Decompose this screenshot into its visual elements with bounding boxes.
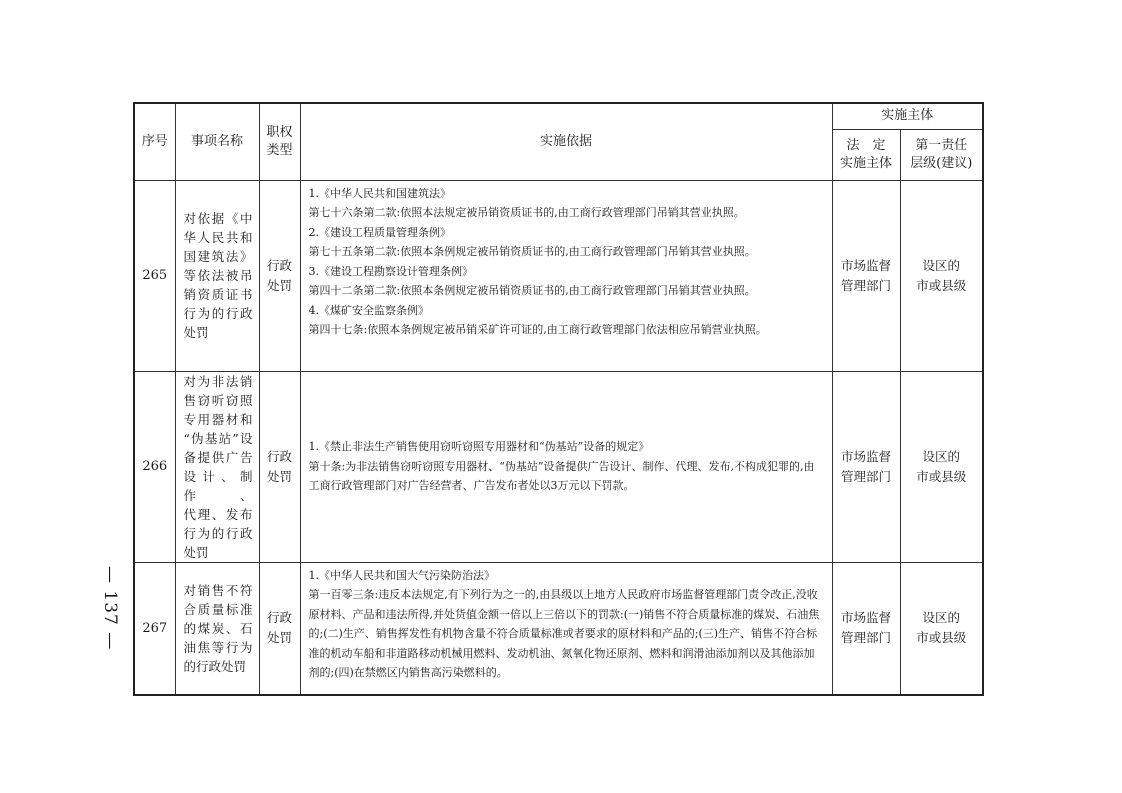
row-item-name (175, 371, 259, 562)
header-seq: 序号 (134, 103, 175, 180)
row-first-level (900, 371, 983, 562)
name-line: 专用器材和 (183, 411, 253, 427)
table-row (134, 371, 983, 562)
name-line: 设计、制作、 (183, 468, 253, 503)
type-line: 处罚 (266, 468, 292, 484)
row-authority-type (259, 180, 300, 371)
table-row (134, 562, 983, 695)
page-number: — 137 — (100, 566, 120, 651)
name-line: 合质量标准 (183, 601, 253, 617)
basis-line: 1.《中华人民共和国大气污染防治法》 (308, 568, 495, 582)
basis-line: 2.《建设工程质量管理条例》 (308, 225, 451, 239)
name-line: 处罚 (183, 544, 209, 560)
name-line: 国建筑法》 (183, 249, 253, 264)
name-line: 对销售不符 (183, 582, 253, 598)
type-line: 行政 (266, 610, 292, 626)
subject-line: 管理部门 (840, 630, 891, 646)
row-authority-type (259, 562, 300, 695)
header-basis: 实施依据 (300, 103, 832, 180)
name-line: 备提供广告 (183, 449, 253, 465)
level-line: 设区的 (922, 448, 961, 464)
basis-line: 第十条:为非法销售窃听窃照专用器材、“伪基站”设备提供广告设计、制作、代理、发布,不构成犯罪的,由工商行政管理部门对广告经营者、广告发布者处以3万元以下罚款。 (308, 459, 815, 493)
header-item-name: 事项名称 (175, 103, 259, 180)
header-legal-subject-line: 法 定 (846, 137, 886, 153)
name-line: 华人民共和 (183, 230, 253, 245)
level-line: 设区的 (922, 610, 961, 626)
row-first-level (900, 180, 983, 371)
basis-line: 第七十六条第二款:依照本法规定被吊销资质证书的,由工商行政管理部门吊销其营业执照。 (308, 206, 745, 219)
name-line: 油焦等行为 (183, 639, 253, 655)
name-line: 处罚 (183, 325, 209, 340)
basis-line: 3.《建设工程勘察设计管理条例》 (308, 264, 473, 278)
basis-line: 4.《煤矿安全监察条例》 (308, 303, 429, 317)
header-authority-type-line: 职权 (266, 124, 293, 140)
row-first-level (900, 562, 983, 695)
row-item-name (175, 180, 259, 371)
subject-line: 市场监督 (840, 610, 891, 626)
type-line: 行政 (266, 257, 292, 273)
subject-line: 市场监督 (840, 257, 891, 273)
name-line: “伪基站”设 (183, 430, 253, 446)
row-authority-type (259, 371, 300, 562)
type-line: 处罚 (266, 277, 292, 293)
row-legal-subject (832, 371, 900, 562)
type-line: 行政 (266, 448, 292, 464)
basis-line: 1.《禁止非法生产销售使用窃听窃照专用器材和“伪基站”设备的规定》 (308, 440, 650, 454)
header-first-level-line: 层级(建议) (910, 155, 973, 171)
name-line: 的煤炭、石 (183, 620, 253, 636)
row-basis (300, 371, 832, 562)
row-legal-subject (832, 562, 900, 695)
row-basis (300, 180, 832, 371)
header-authority-type (259, 103, 300, 180)
basis-line: 1.《中华人民共和国建筑法》 (308, 186, 451, 200)
name-line: 的行政处罚 (183, 658, 247, 674)
row-seq: 266 (134, 371, 175, 562)
row-legal-subject (832, 180, 900, 371)
row-seq: 265 (134, 180, 175, 371)
level-line: 市或县级 (916, 630, 967, 646)
header-first-level (900, 129, 983, 180)
basis-line: 第四十七条:依照本条例规定被吊销采矿许可证的,由工商行政管理部门依法相应吊销营业执照。 (308, 323, 767, 336)
header-legal-subject (832, 129, 900, 180)
row-item-name (175, 562, 259, 695)
table-row (134, 180, 983, 371)
name-line: 行为的行政 (183, 525, 253, 541)
name-line: 代理、发布 (183, 506, 253, 522)
level-line: 市或县级 (916, 277, 967, 293)
subject-line: 管理部门 (840, 277, 891, 293)
header-first-level-line: 第一责任 (915, 137, 968, 153)
name-line: 等依法被吊 (183, 268, 253, 283)
level-line: 设区的 (922, 257, 961, 273)
basis-line: 第一百零三条:违反本法规定,有下列行为之一的,由县级以上地方人民政府市场监督管理部门责令改正,没收原材料、产品和违法所得,并处货值金额一倍以上三倍以下的罚款:(一)销售不符合质量标准的煤炭、石油焦的;(二)生产、销售挥发性有机物含量不符合质量标准或者要求的原材料和产品的;(三)生产、销售不符合标准的机动车船和非道路移动机械用燃料、发动机油、氮氧化物还原剂、燃料和润滑油添加剂以及其他添加剂的;(四)在禁燃区内销售高污染燃料的。 (308, 588, 820, 679)
name-line: 行为的行政 (183, 306, 253, 321)
row-seq: 267 (134, 562, 175, 695)
name-line: 对依据《中 (183, 211, 253, 226)
subject-line: 市场监督 (840, 448, 891, 464)
header-legal-subject-line: 实施主体 (839, 155, 892, 171)
row-basis (300, 562, 832, 695)
basis-line: 第七十五条第二款:依照本条例规定被吊销资质证书的,由工商行政管理部门吊销其营业执照。 (308, 245, 756, 258)
header-authority-type-line: 类型 (266, 142, 293, 158)
basis-line: 第四十二条第二款:依照本条例规定被吊销资质证书的,由工商行政管理部门吊销其营业执照。 (308, 284, 756, 297)
enforcement-table (133, 102, 984, 696)
name-line: 对为非法销 (183, 373, 253, 389)
name-line: 售窃听窃照 (183, 392, 253, 408)
type-line: 处罚 (266, 630, 292, 646)
name-line: 销资质证书 (183, 287, 253, 302)
header-implementer: 实施主体 (832, 103, 983, 129)
subject-line: 管理部门 (840, 468, 891, 484)
level-line: 市或县级 (916, 468, 967, 484)
